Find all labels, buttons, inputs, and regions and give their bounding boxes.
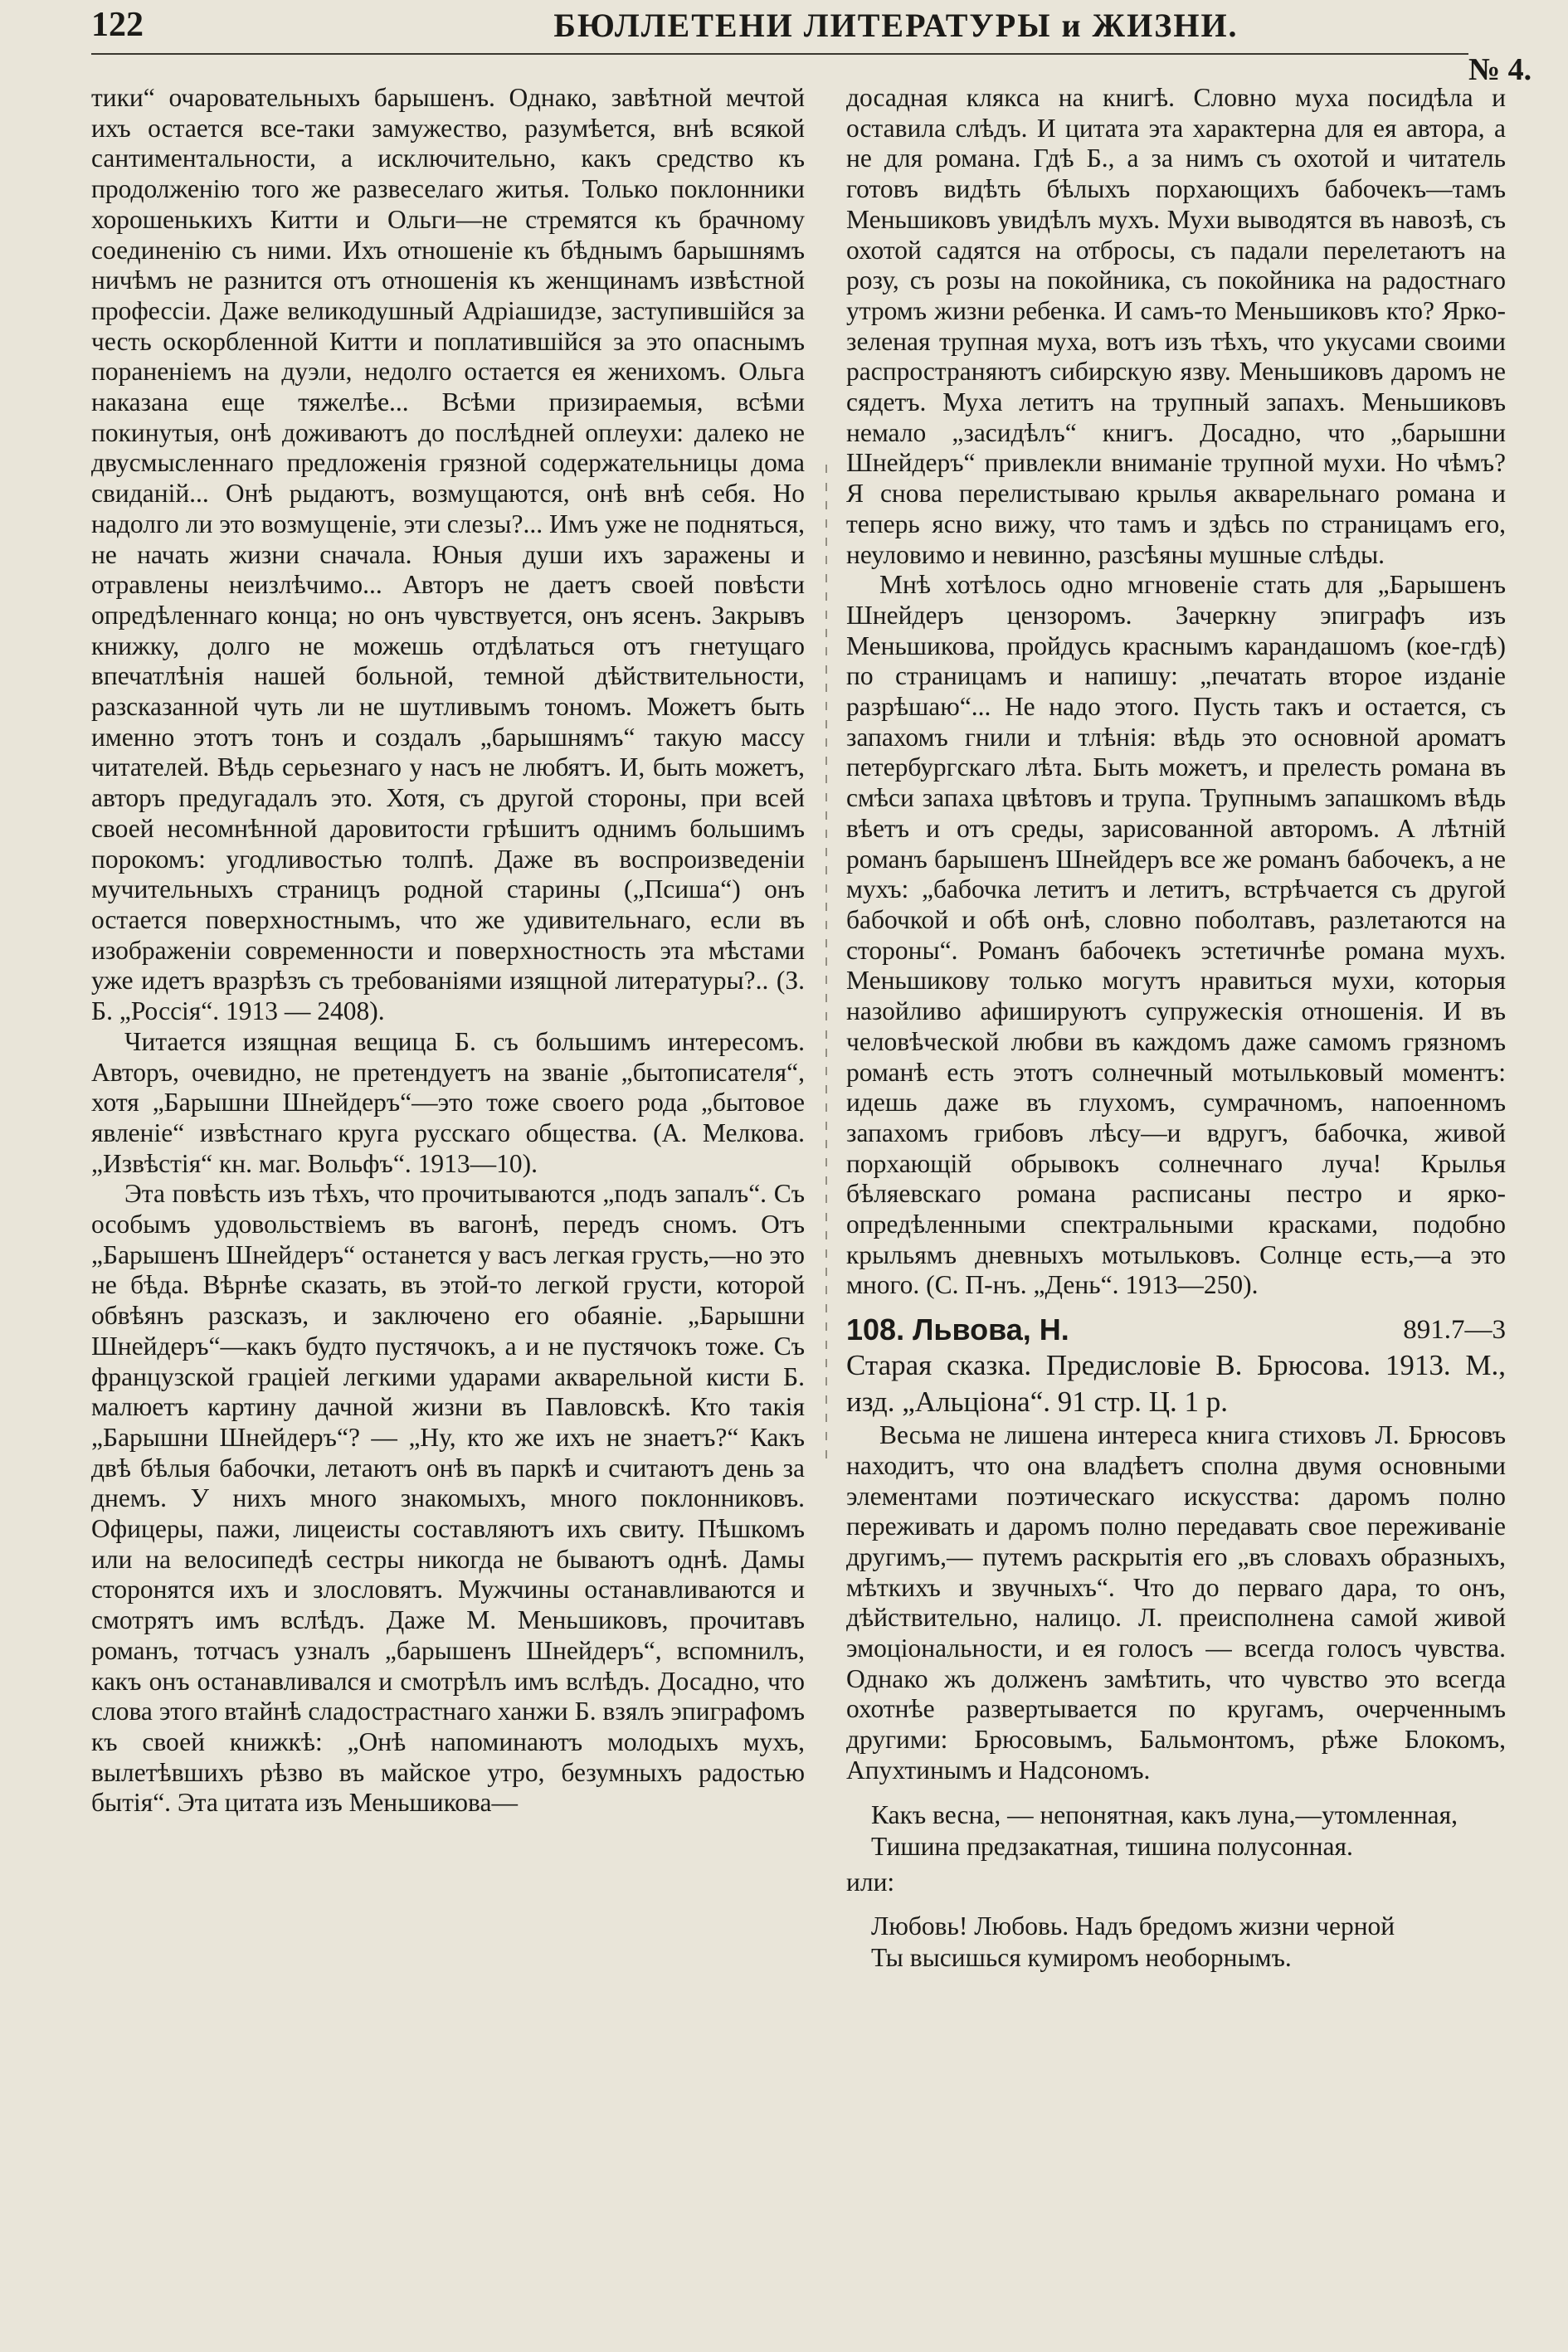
or-label: или: [846, 1867, 895, 1897]
verse-line: Ты высишься кумиромъ необорнымъ. [871, 1943, 1292, 1973]
page-header [91, 0, 1502, 50]
entry-classification-code: 891.7—3 [1403, 1315, 1506, 1346]
verse-line: Какъ весна, — непонятная, какъ луна,—утомленная, [871, 1799, 1458, 1829]
left-column [91, 83, 805, 1819]
running-title: БЮЛЛЕТЕНИ ЛИТЕРАТУРЫ и ЖИЗНИ. [553, 6, 1239, 44]
column-divider [825, 465, 827, 1460]
page-number: 122 [91, 6, 144, 44]
verse-quote-2 [871, 1911, 1506, 1974]
paragraph: досадная клякса на книгѣ. Словно муха посидѣла и оставила слѣдъ. И цитата эта характерна для ея автора, а не для романа. Гдѣ Б., а за нимъ съ охотой и читатель готовъ видѣть бѣлыхъ порхающихъ бабочекъ—тамъ Меньшиковъ увидѣлъ мухъ. Мухи выводятся въ навозѣ, съ охотой садятся на отбросы, съ падали перелетаютъ на розу, съ розы на покойника, съ покойника на радостнаго утромъ жизни ребенка. И самъ-то Меньшиковъ кто? Ярко-зеленая трупная муха, вотъ изъ тѣхъ, что укусами своими распространяютъ сибирскую язву. Меньшиковъ даромъ не сядетъ. Муха летитъ на трупный запахъ. Меньшиковъ немало „засидѣлъ“ книгъ. Досадно, что „барышни Шнейдеръ“ привлекли вниманіе трупной мухи. Но чѣмъ? Я снова перелистываю крылья акварельнаго романа и теперь ясно вижу, что тамъ и здѣсь по страницамъ его, неуловимо и невинно, разсѣяны мушные слѣды. [846, 83, 1506, 569]
issue-number: № 4. [1468, 52, 1532, 87]
header-rule [91, 53, 1468, 55]
verse-quote-1 [871, 1799, 1506, 1863]
verse-line: Любовь! Любовь. Надъ бредомъ жизни черной [871, 1911, 1395, 1941]
paragraph: Мнѣ хотѣлось одно мгновеніе стать для „Барышенъ Шнейдеръ цензоромъ. Зачеркну эпиграфъ изъ Меньшикова, пройдусь краснымъ карандашомъ (кое-гдѣ) по страницамъ и напишу: „печатать второе изданіе разрѣшаю“... Не надо этого. Пусть такъ и остается, съ запахомъ гнили и тлѣнія: вѣдь это основной ароматъ петербургскаго лѣта. Быть можетъ, и прелесть романа въ смѣси запаха цвѣтовъ и трупа. Трупнымъ запашкомъ вѣдь вѣетъ и отъ среды, зарисованной авторомъ. А лѣтній романъ барышенъ Шнейдеръ все же романъ бабочекъ, а не мухъ: „бабочка летитъ и летитъ, встрѣчается съ другой бабочкой и обѣ онѣ, словно поболтавъ, разлетаются на стороны“. Романъ бабочекъ эстетичнѣе романа мухъ. Меньшикову только могутъ нравиться мухи, которыя назойливо афишируютъ супружескія отношенія. И въ человѣческой любви въ каждомъ даже самомъ грязномъ романѣ есть этотъ солнечный мотыльковый моментъ: идешь даже въ глухомъ, сумрачномъ, напоенномъ запахомъ грибовъ лѣсу—и вдругъ, бабочка, живой порхающій обрывокъ солнечнаго луча! Крылья бѣляевскаго романа расписаны пестро и ярко-опредѣленными спектральными красками, подобно крыльямъ дневныхъ мотыльковъ. Солнце есть,—а это много. (С. П-нъ. „День“. 1913—250). [846, 570, 1506, 1300]
entry-bibliography: Старая сказка. Предисловіе В. Брюсова. 1913. М., изд. „Альціона“. 91 стр. Ц. 1 р. [846, 1349, 1506, 1419]
verse-line: Тишина предзакатная, тишина полусонная. [871, 1831, 1353, 1861]
paragraph: тики“ очаровательныхъ барышенъ. Однако, завѣтной мечтой ихъ остается все-таки замужество, разумѣется, внѣ всякой сантиментальности, а исключительно, какъ средство къ продолженію того же развеселаго житья. Только поклонники хорошенькихъ Китти и Ольги—не стремятся къ брачному соединенію съ ними. Ихъ отношеніе къ бѣднымъ барышнямъ ничѣмъ не разнится отъ отношенія къ женщинамъ извѣстной профессіи. Даже великодушный Адріашидзе, заступившійся за честь оскорбленной Китти и поплатившійся за это опаснымъ пораненіемъ на дуэли, недолго остается ея женихомъ. Ольга наказана еще тяжелѣе... Всѣми призираемыя, всѣми покинутыя, онѣ доживаютъ до послѣдней оплеухи: далеко не двусмысленнаго предложенія грязной содержательницы дома свиданій... Онѣ рыдаютъ, возмущаются, онѣ внѣ себя. Но надолго ли это возмущеніе, эти слезы?... Имъ уже не подняться, не начать жизни сначала. Юныя души ихъ заражены и отравлены неизлѣчимо... Авторъ не даетъ своей повѣсти опредѣленнаго конца; но онъ чувствуется, онъ ясенъ. Закрывъ книжку, долго не можешь отдѣлаться отъ гнетущаго впечатлѣнія нашей больной, темной дѣйствительности, разсказанной чуть ли не шутливымъ тономъ. Можетъ быть именно этотъ тонъ и создалъ „барышнямъ“ такую массу читателей. Вѣдь серьезнаго у насъ не любятъ. И, быть можетъ, авторъ предугадалъ это. Хотя, съ другой стороны, при всей своей несомнѣнной даровитости грѣшитъ однимъ большимъ порокомъ: угодливостью толпѣ. Даже въ воспроизведеніи мучительныхъ страницъ родной старины („Псиша“) онъ остается поверхностнымъ, что же удивительнаго, если въ изображеніи современности и поверхностность эта мѣстами уже идетъ вразрѣзъ съ требованіями изящной литературы?.. (З. Б. „Россія“. 1913 — 2408). [91, 83, 805, 1026]
paragraph: Эта повѣсть изъ тѣхъ, что прочитываются „подъ запалъ“. Съ особымъ удовольствіемъ въ вагонѣ, передъ сномъ. Отъ „Барышенъ Шнейдеръ“ останется у васъ легкая грусть,—но это не бѣда. Вѣрнѣе сказать, въ этой-то легкой грусти, которой обвѣянъ разсказъ, и заключено его обаяніе. „Барышни Шнейдеръ“—какъ будто пустячокъ, а и не пустячокъ тоже. Съ французской граціей легкими ударами акварельной кисти Б. малюетъ картину дачной жизни въ Павловскѣ. Кто такія „Барышни Шнейдеръ“? — „Ну, кто же ихъ не знаетъ?“ Какъ двѣ бѣлыя бабочки, летаютъ онѣ въ паркѣ и считаютъ день за днемъ. У нихъ много знакомыхъ, много поклонниковъ. Офицеры, пажи, лицеисты составляютъ ихъ свиту. Пѣшкомъ или на велосипедѣ сестры никогда не бываютъ однѣ. Дамы сторонятся ихъ и злословятъ. Мужчины останавливаются и смотрятъ имъ вслѣдъ. Даже М. Меньшиковъ, прочитавъ романъ, тотчасъ узналъ „барышенъ Шнейдеръ“, вспомнилъ, какъ онъ останавливался и смотрѣлъ имъ вслѣдъ. Досадно, что слова этого втайнѣ сладострастнаго ханжи Б. взялъ эпиграфомъ къ своей книжкѣ: „Онѣ напоминаютъ молодыхъ мухъ, вылетѣвшихъ рѣзво въ майское утро, безумныхъ радостью бытія“. Эта цитата изъ Меньшикова— [91, 1179, 805, 1818]
entry-heading [846, 1312, 1506, 1347]
right-column [846, 83, 1506, 1979]
paragraph: Читается изящная вещица Б. съ большимъ интересомъ. Авторъ, очевидно, не претендуетъ на званіе „бытописателя“, хотя „Барышни Шнейдеръ“—это тоже своего рода „бытовое явленіе“ извѣстнаго круга русскаго общества. (А. Мелкова. „Извѣстія“ кн. маг. Вольфъ“. 1913—10). [91, 1026, 805, 1178]
entry-number-author: 108. Львова, Н. [846, 1312, 1069, 1347]
entry-review: Весьма не лишена интереса книга стиховъ Л. Брюсовъ находитъ, что она владѣетъ сполна двумя основными элементами поэтическаго искусства: даромъ полно переживать и даромъ полно передавать свое переживаніе другимъ,— путемъ раскрытія его „въ словахъ образныхъ, мѣткихъ и звучныхъ“. Что до перваго дара, то онъ, дѣйствительно, налицо. Л. преисполнена самой живой эмоціональности, и ея голосъ — всегда голосъ чувства. Однако жъ долженъ замѣтить, что чувство это всегда охотнѣе развертывается по кругамъ, очерченнымъ другими: Брюсовымъ, Бальмонтомъ, рѣже Блокомъ, Апухтинымъ и Надсономъ. [846, 1420, 1506, 1785]
